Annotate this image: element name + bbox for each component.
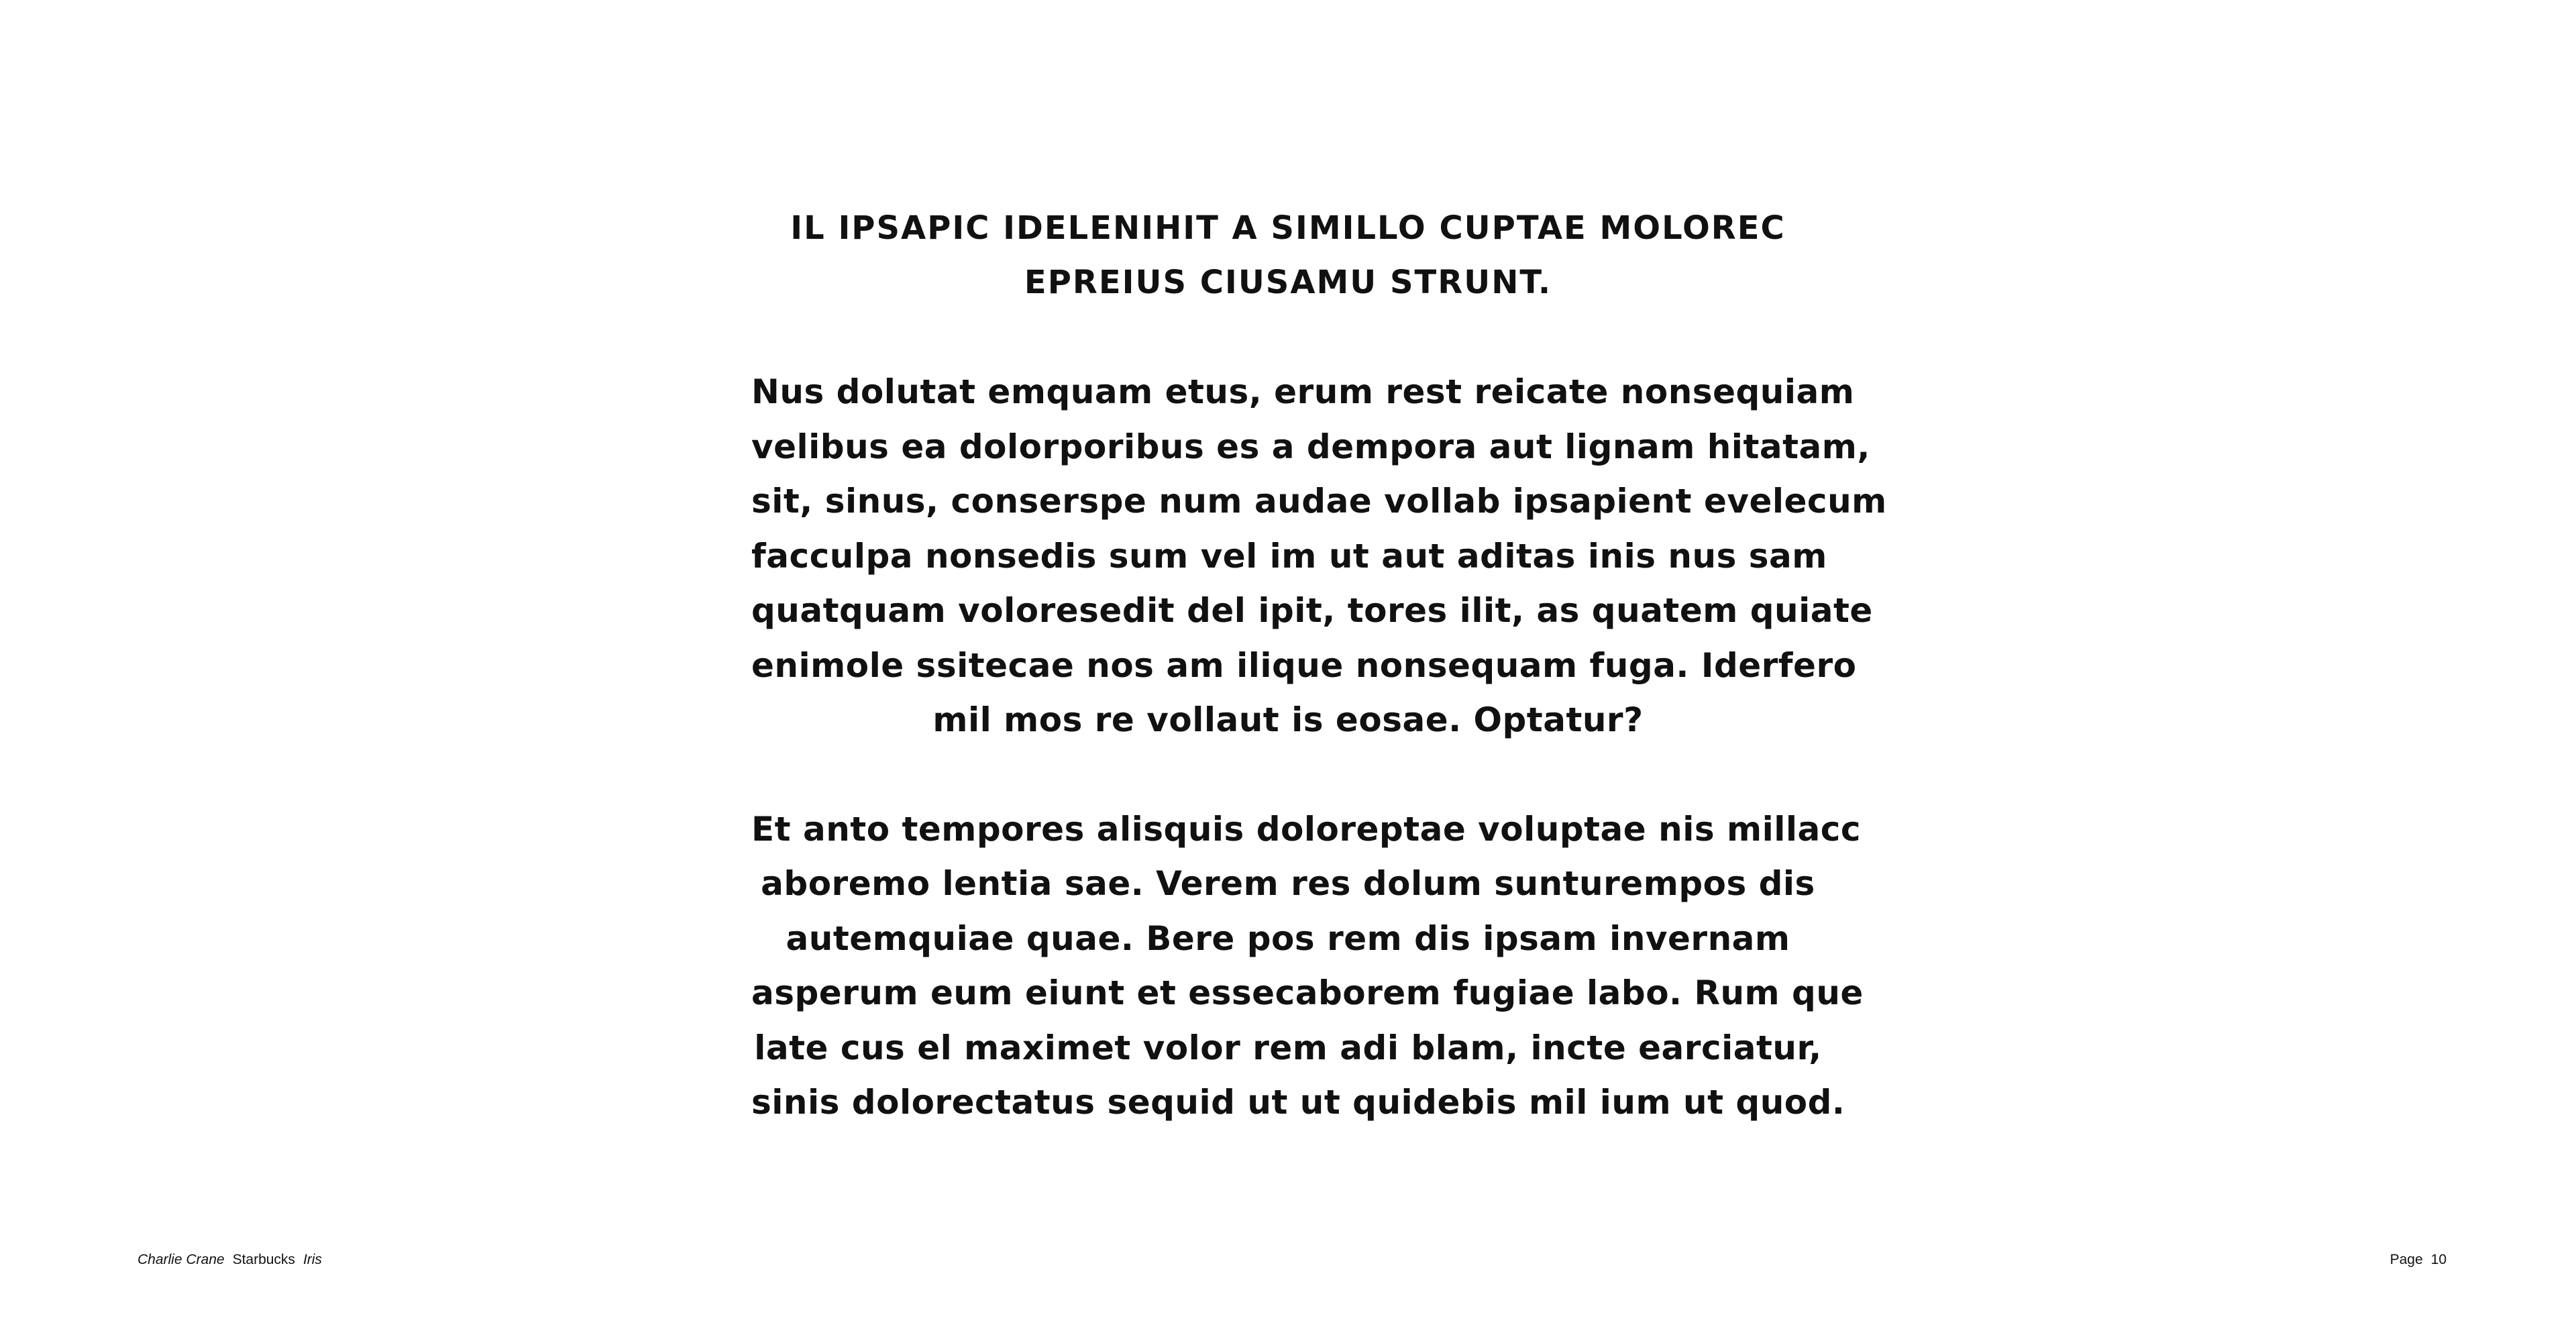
footer-project: Iris [303, 1252, 322, 1267]
heading-line: IL IPSAPIC IDELENIHIT A SIMILLO CUPTAE MOLOREC [790, 209, 1786, 247]
paragraph-line: enimole ssitecae nos am ilique nonsequam fuga. Iderfero [751, 645, 1857, 685]
paragraph-line: autemquiae quae. Bere pos rem dis ipsam invernam [786, 918, 1790, 958]
footer-credits [138, 1250, 322, 1270]
paragraph-line: sit, sinus, conserspe num audae vollab ipsapient evelecum [751, 482, 1887, 521]
footer-page-number [2390, 1250, 2447, 1270]
paragraph-line: Et anto tempores alisquis doloreptae voluptae nis millacc [751, 809, 1862, 849]
page-heading [751, 201, 1825, 310]
footer-author: Charlie Crane [138, 1252, 225, 1267]
paragraph-line: sinis dolorectatus sequid ut ut quidebis mil ium ut quod. [751, 1083, 1845, 1122]
paragraph-line: velibus ea dolorporibus es a dempora aut lignam hitatam, [751, 427, 1870, 466]
page-content [751, 201, 1887, 1130]
paragraph-line: late cus el maximet volor rem adi blam, incte earciatur, [754, 1028, 1822, 1067]
paragraph-line: aboremo lentia sae. Verem res dolum sunturempos dis [761, 864, 1815, 903]
paragraph-line: Nus dolutat emquam etus, erum rest reicate nonsequiam [751, 372, 1855, 411]
paragraph-line: quatquam voloresedit del ipit, tores ilit, as quatem quiate [751, 591, 1873, 630]
heading-line: EPREIUS CIUSAMU STRUNT. [1024, 264, 1552, 301]
page-number: 10 [2430, 1252, 2447, 1267]
paragraph-line: mil mos re vollaut is eosae. Optatur? [932, 700, 1644, 739]
body-paragraph-2 [751, 802, 1864, 1130]
page-label: Page [2390, 1252, 2423, 1267]
body-paragraph-1 [751, 365, 1887, 748]
paragraph-line: facculpa nonsedis sum vel im ut aut aditas inis nus sam [751, 536, 1827, 576]
footer-client: Starbucks [232, 1252, 295, 1267]
paragraph-line: asperum eum eiunt et essecaborem fugiae labo. Rum que [751, 973, 1864, 1012]
